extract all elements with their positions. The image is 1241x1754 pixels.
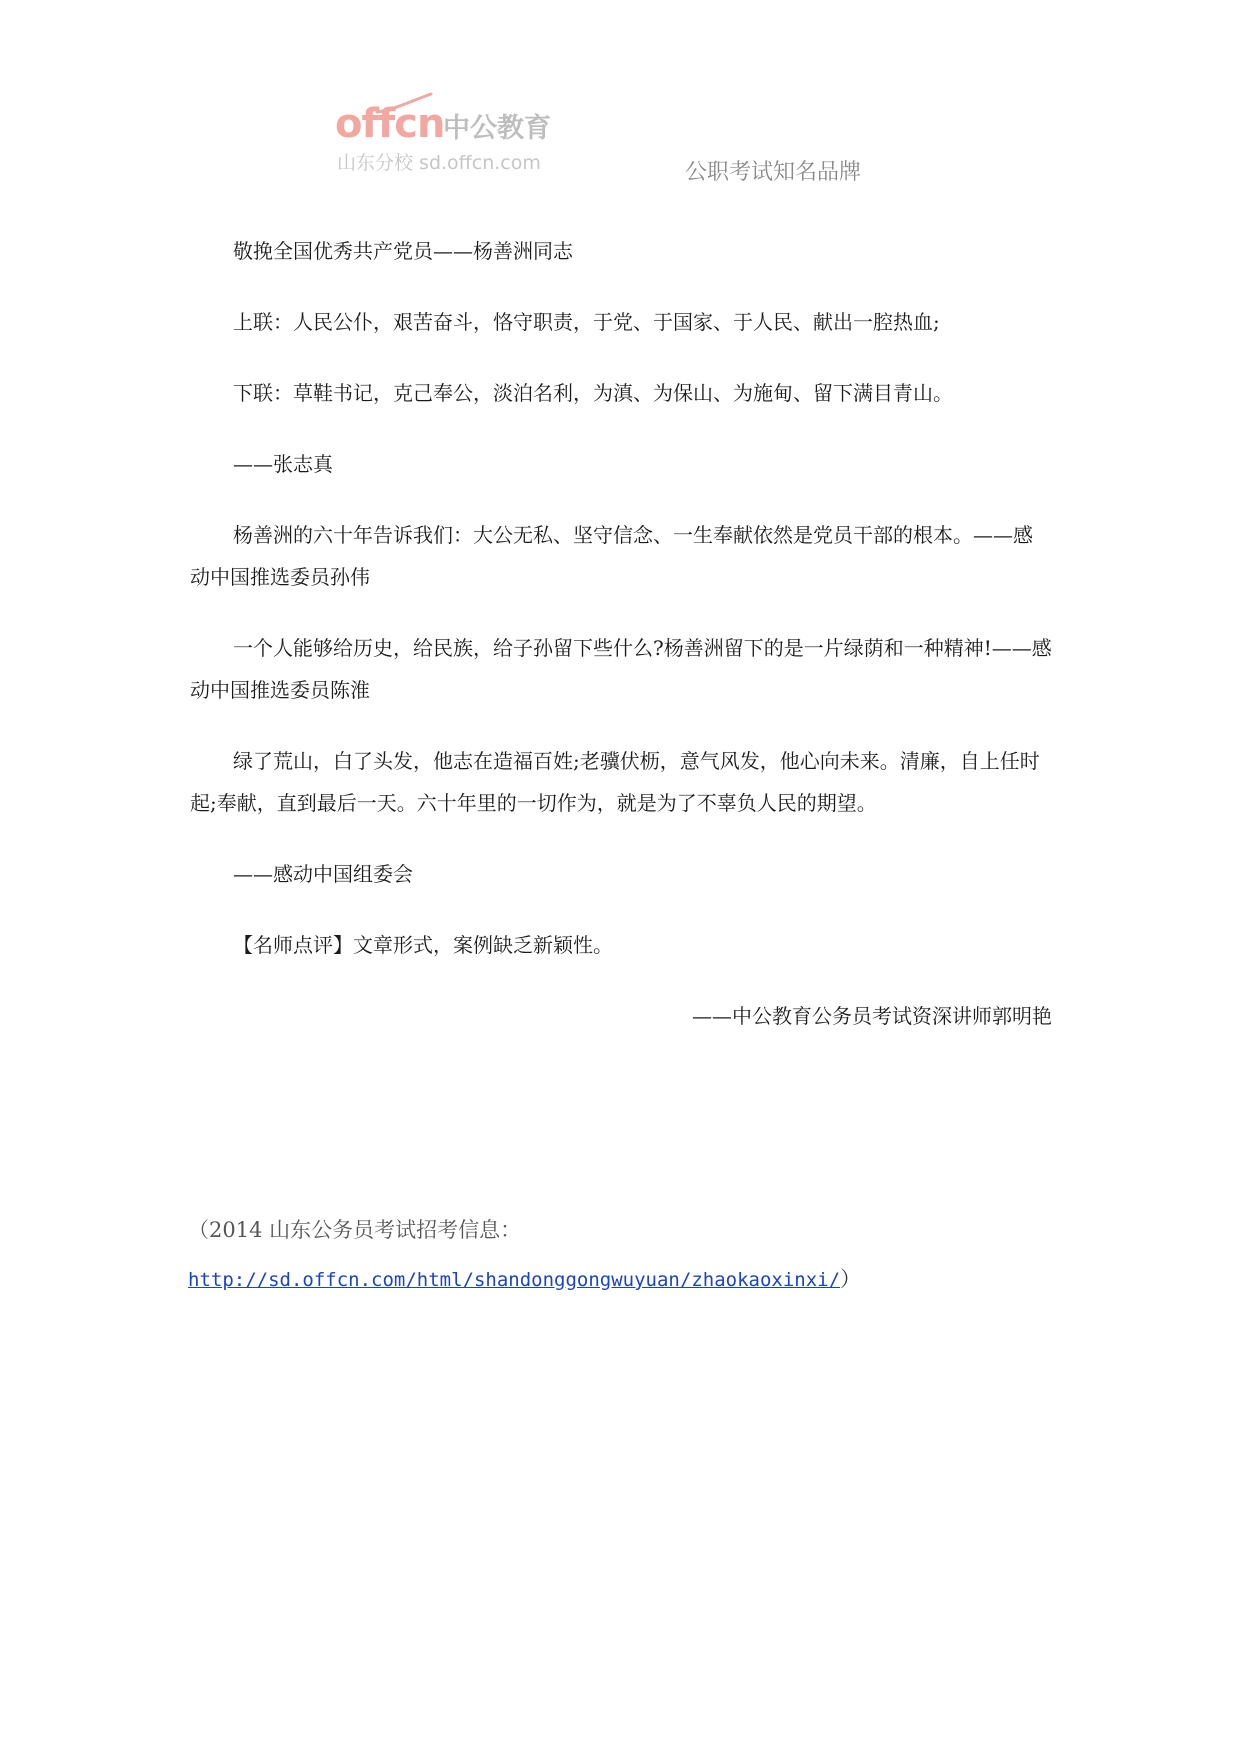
reviewer-signature: ——中公教育公务员考试资深讲师郭明艳 xyxy=(692,1004,1052,1028)
quote-chen: 一个人能够给历史，给民族，给子孙留下些什么?杨善洲留下的是一片绿荫和一种精神!——感动中国推选委员陈淮 xyxy=(190,636,1052,702)
logo-text: offcn xyxy=(335,101,445,147)
quote-sun: 杨善洲的六十年告诉我们：大公无私、坚守信念、一生奉献依然是党员干部的根本。——感动中国推选委员孙伟 xyxy=(190,523,1033,589)
closing-paren: ） xyxy=(840,1267,862,1291)
quote-committee: 绿了荒山，白了头发，他志在造福百姓;老骥伏枥，意气风发，他心向未来。清廉，自上任时起;奉献，直到最后一天。六十年里的一切作为，就是为了不辜负人民的期望。 xyxy=(190,749,1040,815)
article-title: 敬挽全国优秀共产党员——杨善洲同志 xyxy=(233,239,573,263)
author-zhang: ——张志真 xyxy=(233,452,333,476)
page-header xyxy=(335,92,895,192)
article-body xyxy=(190,230,1052,1037)
exam-info-label: （2014 山东公务员考试招考信息： xyxy=(188,1218,522,1242)
logo-chinese-text: 中公教育 xyxy=(443,113,551,144)
header-slogan: 公职考试知名品牌 xyxy=(685,160,862,185)
exam-info-link-line xyxy=(188,1255,1058,1305)
logo-subtitle: 山东分校 sd.offcn.com xyxy=(337,152,541,174)
couplet-lower: 下联：草鞋书记，克己奉公，淡泊名利，为滇、为保山、为施甸、留下满目青山。 xyxy=(233,381,953,405)
couplet-upper: 上联：人民公仆，艰苦奋斗，恪守职责，于党、于国家、于人民、献出一腔热血; xyxy=(233,310,940,334)
exam-info-link[interactable]: http://sd.offcn.com/html/shandonggongwuyuan/zhaokaoxinxi/ xyxy=(188,1269,841,1291)
teacher-review: 【名师点评】文章形式，案例缺乏新颖性。 xyxy=(233,933,613,957)
offcn-logo xyxy=(335,92,575,182)
author-committee: ——感动中国组委会 xyxy=(233,862,413,886)
exam-info xyxy=(188,1206,1058,1305)
